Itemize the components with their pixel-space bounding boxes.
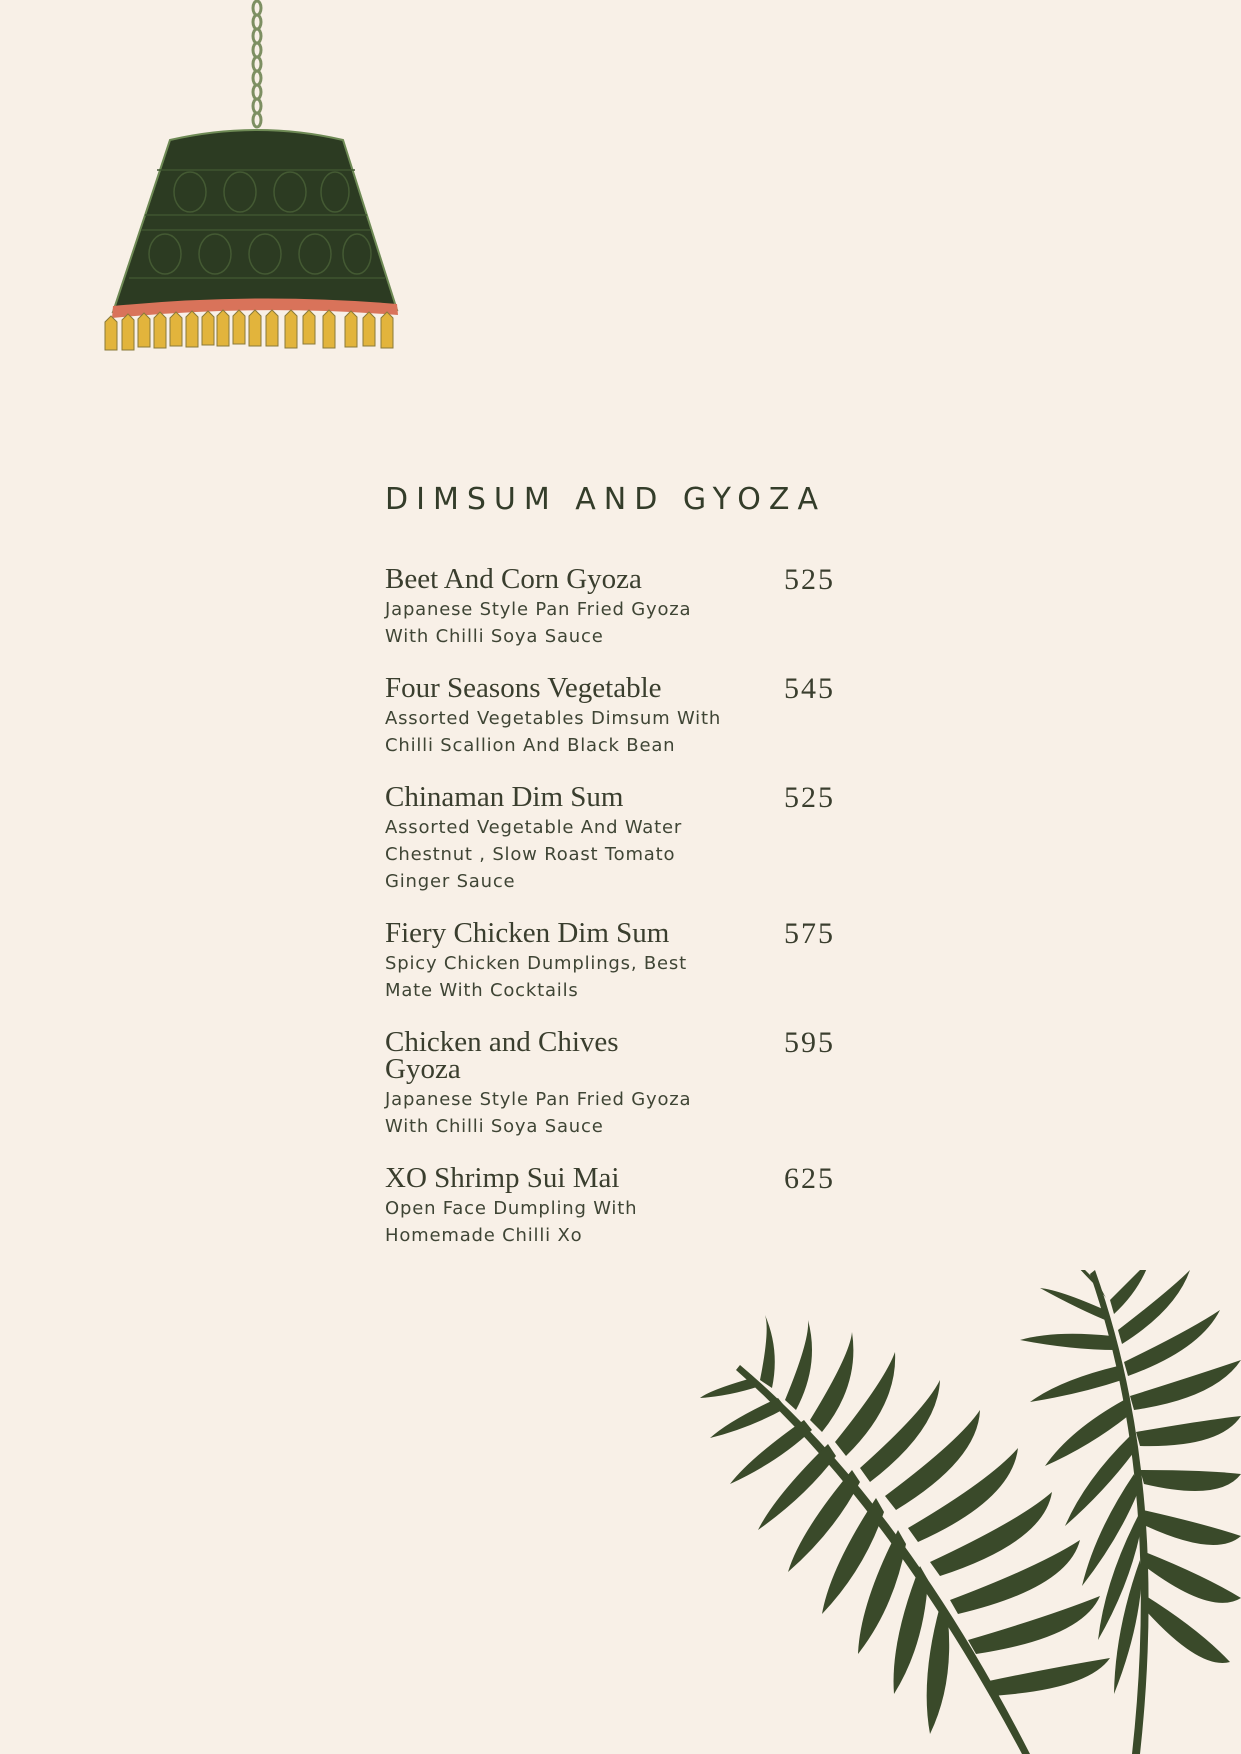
item-price: 525	[784, 563, 835, 596]
item-description: Japanese Style Pan Fried Gyoza With Chilli Soya Sauce	[385, 1089, 692, 1137]
item-name: XO Shrimp Sui Mai	[385, 1162, 620, 1194]
item-price: 575	[784, 917, 835, 950]
item-description: Spicy Chicken Dumplings, Best Mate With Cocktails	[385, 953, 687, 1001]
menu-item	[385, 1026, 835, 1140]
menu-section	[385, 480, 835, 1274]
menu-item	[385, 563, 835, 650]
hanging-lamp-icon	[95, 0, 415, 365]
item-name: Four Seasons Vegetable	[385, 672, 662, 704]
menu-item	[385, 781, 835, 895]
section-title: DIMSUM AND GYOZA	[385, 482, 826, 517]
menu-item	[385, 917, 835, 1004]
item-description: Assorted Vegetables Dimsum With Chilli Scallion And Black Bean	[385, 708, 722, 756]
item-name: Chicken and Chives Gyoza	[385, 1026, 619, 1085]
item-price: 625	[784, 1162, 835, 1195]
item-price: 595	[784, 1026, 835, 1059]
item-name: Chinaman Dim Sum	[385, 781, 624, 813]
item-description: Open Face Dumpling With Homemade Chilli Xo	[385, 1198, 638, 1246]
item-name: Beet And Corn Gyoza	[385, 563, 642, 595]
palm-leaf-icon	[700, 1270, 1241, 1754]
item-description: Assorted Vegetable And Water Chestnut , Slow Roast Tomato Ginger Sauce	[385, 817, 683, 892]
item-description: Japanese Style Pan Fried Gyoza With Chilli Soya Sauce	[385, 599, 692, 647]
item-price: 525	[784, 781, 835, 814]
item-price: 545	[784, 672, 835, 705]
menu-item	[385, 1162, 835, 1249]
menu-item	[385, 672, 835, 759]
item-name: Fiery Chicken Dim Sum	[385, 917, 670, 949]
